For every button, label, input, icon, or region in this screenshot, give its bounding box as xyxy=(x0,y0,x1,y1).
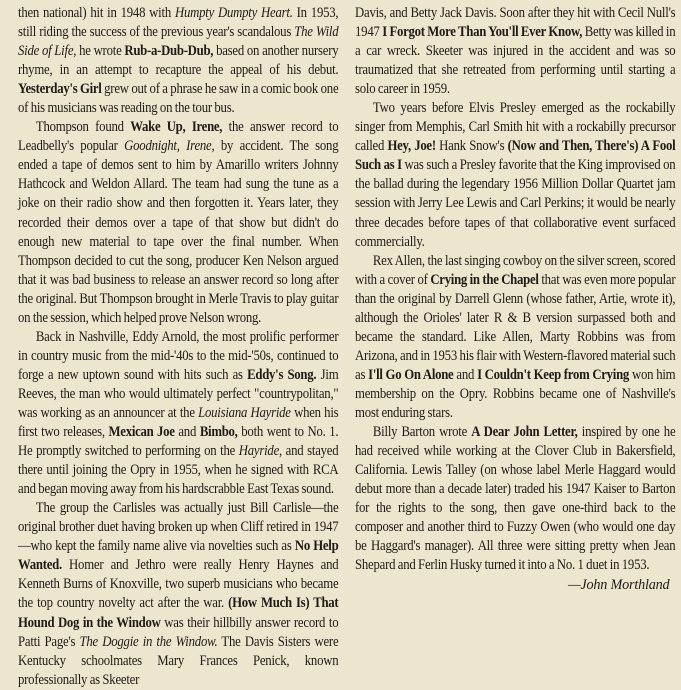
text-run: when his first two releases, xyxy=(18,404,339,441)
song-title: I Forgot More Than You'll Ever Know, xyxy=(382,24,583,41)
text-run: Jim Reeves, the man who would ultimately perfect "countrypolitan," was working as an announcer at the xyxy=(18,366,339,421)
song-title: Eddy's Song. xyxy=(247,366,317,383)
text-run: Billy Barton wrote xyxy=(372,424,472,441)
text-run: the answer record to Leadbelly's popular xyxy=(18,119,339,155)
paragraph-carlisles xyxy=(18,499,338,689)
paragraph-elvis-presley xyxy=(355,99,675,251)
text-run: then national) hit in 1948 with xyxy=(18,5,175,21)
text-run: that was even more popular than the original by Darrell Glenn (whose father, Artie, wrote it), although the Orioles' later R & B version surpassed both and became the standard. Like Allen, Marty Robbins was from Arizona, and in 1953 his flair with Western-flavored material such as xyxy=(355,271,676,383)
song-title: No Help Wanted. xyxy=(18,538,339,574)
italic-title: The Doggie in the Window. xyxy=(79,633,218,650)
text-run: by accident. The song ended a tape of demos sent to him by Amarillo writers Johnny Hathcock and Weldon Allard. The team had sung the tune as a joke on their radio show and then forgotten it. Years later, they recorded their demos over a tape of that show but didn't do enough new material to tape over the final number. When Thompson decided to cut the song, producer Ken Nelson argued that it was bad business to release an answer record so long after the original. But Thompson brought in Merle Travis to play guitar on the session, which helped prove Nelson wrong. xyxy=(18,138,339,326)
text-run: Two years before Elvis Presley emerged as the rockabilly singer from Memphis, Carl Smith hit with a rockabilly precursor called xyxy=(355,100,676,155)
song-title: Mexican Joe xyxy=(108,424,175,441)
paragraph-davis-sisters xyxy=(355,4,675,99)
italic-title: The Wild Side of Life, xyxy=(18,24,339,60)
italic-title: Goodnight, Irene, xyxy=(124,138,215,155)
text-run: Back in Nashville, Eddy Arnold, the most prolific performer in country music from the mid-'40s to the mid-'50s, continued to forge a new uptown sound with hits such as xyxy=(18,328,339,383)
text-run: inspired by one he had received while working at the Clover Club in Bakersfield, California. Lewis Talley (on whose label Merle Haggard would debut more than a decade later) traded his 1947 Kaiser to Barton for the rights to the song, then gave one-third back to the composer and another third to Fuzzy Owen (who would one day be Haggard's manager). All three were sitting pretty when Jean Shepard and Ferlin Husky turned it into a No. 1 duet in 1953. xyxy=(355,424,676,574)
text-run: won him membership on the Opry. Robbins became one of Nashville's most enduring stars. xyxy=(355,366,676,421)
song-title: (How Much Is) That Hound Dog in the Window xyxy=(18,595,339,631)
text-run: was such a Presley favorite that the King improvised on the ballad during the legendary 1956 Million Dollar Quartet jam session with Jerry Lee Lewis and Carl Perkins; it would be nearly three decades before tapes of that collaborative event surfaced commercially. xyxy=(355,157,676,250)
italic-title: Hayride, xyxy=(238,443,282,460)
song-title: Crying in the Chapel xyxy=(430,271,539,288)
song-title: (Now and Then, There's) A Fool Such as I xyxy=(355,138,676,174)
text-run: Hank Snow's xyxy=(435,138,508,155)
text-run: he wrote xyxy=(76,43,125,60)
paragraph-rex-allen xyxy=(355,252,675,423)
text-run: grew out of a phrase he saw in a comic book one of his musicians was reading on the tour bus. xyxy=(18,81,339,117)
song-title: A Dear John Letter, xyxy=(471,424,578,441)
text-run: Thompson found xyxy=(35,119,131,136)
text-run: and stayed there until joining the Opry in 1955, when he signed with RCA and began moving away from his hardscrabble East Texas sound. xyxy=(18,443,339,498)
author-signature: —John Morthland xyxy=(568,577,670,593)
song-title: Yesterday's Girl xyxy=(18,81,102,98)
text-run: The group the Carlisles was actually just Bill Carlisle—the original brother duet having broken up when Cliff retired in 1947—who kept the family name alive via novelties such as xyxy=(18,500,339,555)
text-run: both went to No. 1. He promptly switched to performing on the xyxy=(18,424,339,460)
text-run: was their hillbilly answer record to Patti Page's xyxy=(18,614,339,650)
song-title: Bimbo, xyxy=(199,424,238,441)
italic-title: Louisiana Hayride xyxy=(198,404,291,421)
text-run: and xyxy=(453,366,478,383)
text-run: Betty was killed in a car wreck. Skeeter was injured in the accident and was so traumatized that she retreated from performing until starting a solo career in 1959. xyxy=(355,24,676,98)
text-run: In 1953, still riding the success of the previous year's scandalous xyxy=(18,5,339,41)
paragraph-billy-barton xyxy=(355,423,675,575)
song-title: I'll Go On Alone xyxy=(368,366,454,383)
text-run: Homer and Jethro were really Henry Haynes and Kenneth Burns of Knoxville, two superb musicians who became the top country novelty act after the war. xyxy=(18,557,339,612)
text-run: The Davis Sisters were Kentucky schoolmates Mary Frances Penick, known professionally as Skeeter xyxy=(18,633,339,688)
song-title: Wake Up, Irene, xyxy=(130,119,223,136)
right-column xyxy=(355,4,675,575)
song-title: I Couldn't Keep from Crying xyxy=(477,366,630,383)
paragraph-eddy-arnold xyxy=(18,328,338,499)
text-run: based on another nursery rhyme, in an attempt to recapture the appeal of his debut. xyxy=(18,43,339,79)
paragraph-wake-up-irene xyxy=(18,118,338,328)
italic-title: Humpty Dumpty Heart. xyxy=(174,5,293,21)
text-run: Davis, and Betty Jack Davis. Soon after they hit with Cecil Null's 1947 xyxy=(355,5,676,41)
text-run: Rex Allen, the last singing cowboy on the silver screen, scored with a cover of xyxy=(355,252,676,288)
paragraph-humpty-dumpty xyxy=(18,4,338,118)
text-run: and xyxy=(174,424,200,441)
song-title: Rub-a-Dub-Dub, xyxy=(124,43,214,60)
song-title: Hey, Joe! xyxy=(387,138,436,155)
left-column xyxy=(18,4,338,690)
